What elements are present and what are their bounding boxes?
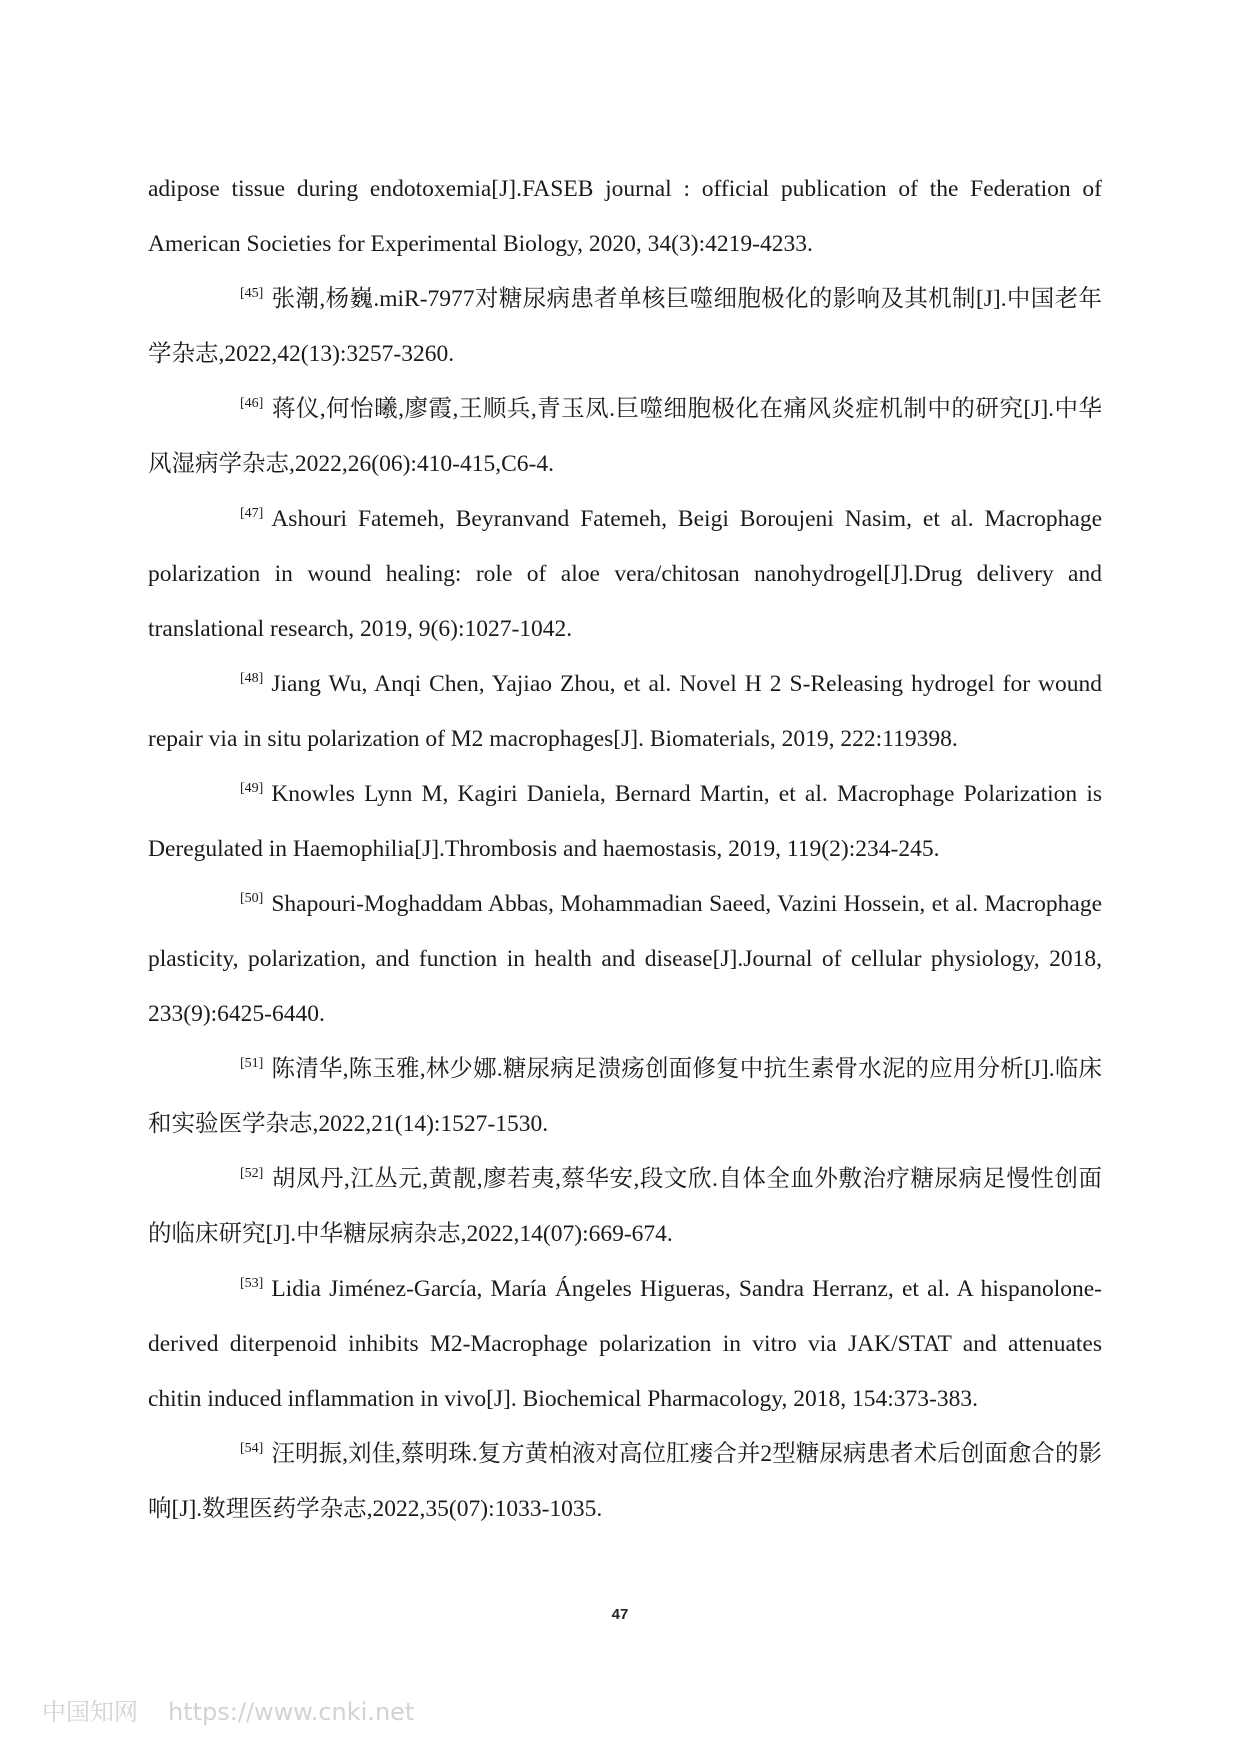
watermark-brand: 中国知网 bbox=[42, 1698, 138, 1726]
reference-number: [52] bbox=[240, 1166, 264, 1181]
reference-45 bbox=[148, 272, 1102, 382]
reference-47 bbox=[148, 492, 1102, 657]
reference-number: [49] bbox=[240, 781, 264, 796]
reference-48 bbox=[148, 657, 1102, 767]
reference-text: Ashouri Fatemeh, Beyranvand Fatemeh, Beigi Boroujeni Nasim, et al. Macrophage polarization in wound healing: role of aloe vera/chitosan nanohydrogel[J].Drug delivery and translational research, 2019, 9(6):1027-1042. bbox=[148, 506, 1102, 642]
reference-text: 胡凤丹,江丛元,黄靓,廖若夷,蔡华安,段文欣.自体全血外敷治疗糖尿病足慢性创面的临床研究[J].中华糖尿病杂志,2022,14(07):669-674. bbox=[148, 1166, 1102, 1247]
watermark-url: https://www.cnki.net bbox=[168, 1698, 415, 1726]
reference-54 bbox=[148, 1427, 1102, 1537]
reference-number: [47] bbox=[240, 506, 264, 521]
reference-49 bbox=[148, 767, 1102, 877]
reference-52 bbox=[148, 1152, 1102, 1262]
reference-text: 张潮,杨巍.miR-7977对糖尿病患者单核巨噬细胞极化的影响及其机制[J].中国老年学杂志,2022,42(13):3257-3260. bbox=[148, 286, 1102, 367]
reference-number: [54] bbox=[240, 1441, 264, 1456]
reference-text: 汪明振,刘佳,蔡明珠.复方黄柏液对高位肛瘘合并2型糖尿病患者术后创面愈合的影响[J].数理医药学杂志,2022,35(07):1033-1035. bbox=[148, 1441, 1102, 1522]
reference-text: Lidia Jiménez-García, María Ángeles Higueras, Sandra Herranz, et al. A hispanolone-derived diterpenoid inhibits M2-Macrophage polarization in vitro via JAK/STAT and attenuates chitin induced inflammation in vivo[J]. Biochemical Pharmacology, 2018, 154:373-383. bbox=[148, 1276, 1102, 1412]
reference-number: [53] bbox=[240, 1276, 264, 1291]
cnki-watermark bbox=[42, 1692, 414, 1727]
reference-continuation bbox=[148, 162, 1102, 272]
reference-number: [46] bbox=[240, 396, 264, 411]
reference-53 bbox=[148, 1262, 1102, 1427]
reference-51 bbox=[148, 1042, 1102, 1152]
reference-number: [50] bbox=[240, 891, 264, 906]
reference-number: [51] bbox=[240, 1056, 264, 1071]
page-number: 47 bbox=[611, 1606, 629, 1623]
reference-number: [48] bbox=[240, 671, 264, 686]
reference-50 bbox=[148, 877, 1102, 1042]
reference-text: 陈清华,陈玉雅,林少娜.糖尿病足溃疡创面修复中抗生素骨水泥的应用分析[J].临床和实验医学杂志,2022,21(14):1527-1530. bbox=[148, 1056, 1102, 1137]
reference-text: 蒋仪,何怡曦,廖霞,王顺兵,青玉凤.巨噬细胞极化在痛风炎症机制中的研究[J].中华风湿病学杂志,2022,26(06):410-415,C6-4. bbox=[148, 396, 1102, 477]
reference-text: Jiang Wu, Anqi Chen, Yajiao Zhou, et al. Novel H 2 S-Releasing hydrogel for wound repair via in situ polarization of M2 macrophages[J]. Biomaterials, 2019, 222:119398. bbox=[148, 671, 1102, 752]
reference-text: adipose tissue during endotoxemia[J].FASEB journal : official publication of the Federation of American Societies for Experimental Biology, 2020, 34(3):4219-4233. bbox=[148, 176, 1102, 257]
reference-46 bbox=[148, 382, 1102, 492]
reference-text: Knowles Lynn M, Kagiri Daniela, Bernard Martin, et al. Macrophage Polarization is Deregulated in Haemophilia[J].Thrombosis and haemostasis, 2019, 119(2):234-245. bbox=[148, 781, 1102, 862]
reference-list bbox=[148, 162, 1102, 1537]
reference-number: [45] bbox=[240, 286, 264, 301]
reference-text: Shapouri-Moghaddam Abbas, Mohammadian Saeed, Vazini Hossein, et al. Macrophage plasticity, polarization, and function in health and disease[J].Journal of cellular physiology, 2018, 233(9):6425-6440. bbox=[148, 891, 1102, 1027]
